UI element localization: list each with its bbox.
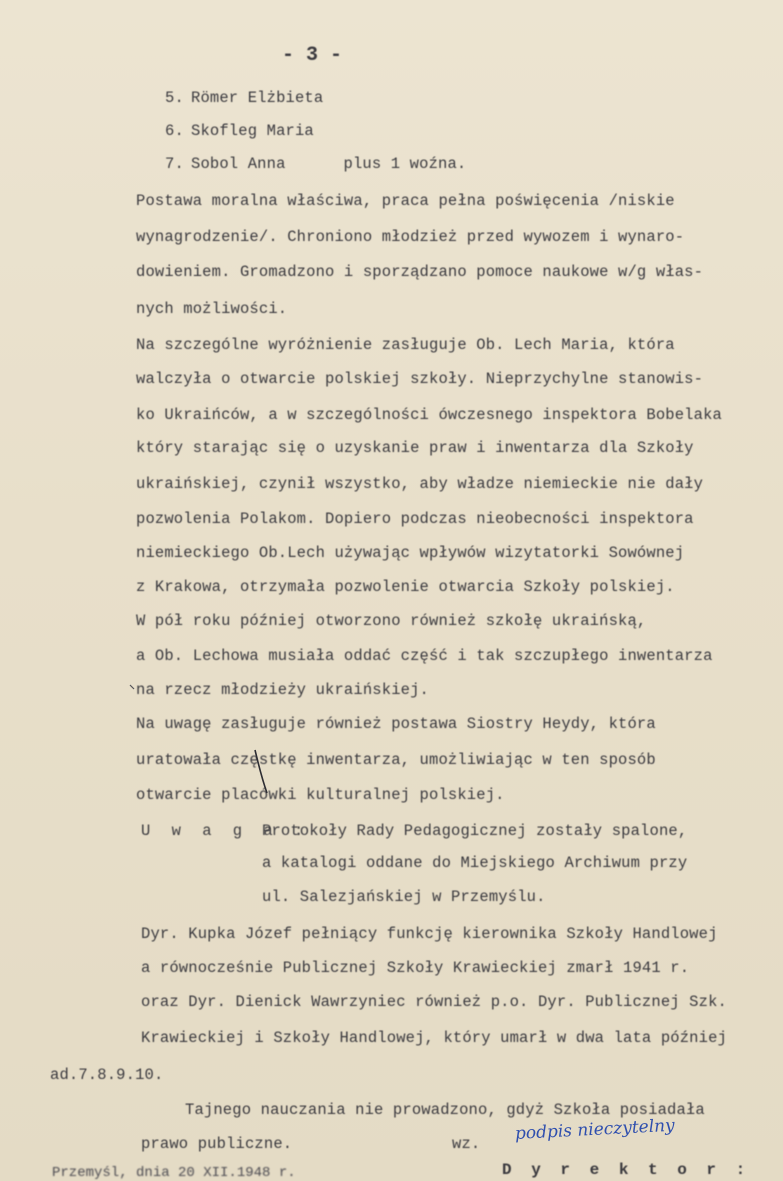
handwritten-signature: podpis nieczytelny: [514, 1115, 676, 1144]
body-line: oraz Dyr. Dienick Wawrzyniec również p.o. Dyr. Publicznej Szk.: [141, 993, 727, 1011]
staff-name: Sobol Anna: [191, 155, 286, 173]
staff-note: plus 1 woźna.: [343, 155, 467, 173]
body-line: niemieckiego Ob.Lech używając wpływów wizytatorki Sowównej: [136, 544, 685, 562]
stray-mark: [128, 683, 138, 693]
body-line: dowieniem. Gromadzono i sporządzano pomoce naukowe w/g włas-: [136, 263, 704, 281]
body-line: na rzecz młodzieży ukraińskiej.: [136, 681, 429, 699]
pen-stroke-mark: [252, 748, 272, 796]
body-line: otwarcie placówki kulturalnej polskiej.: [136, 786, 505, 804]
remark-line: Protokoły Rady Pedagogicznej zostały spalone,: [262, 822, 688, 840]
remark-line: ul. Salezjańskiej w Przemyślu.: [262, 888, 546, 906]
director-label: D y r e k t o r :: [502, 1161, 751, 1179]
body-line: Krawieckiej i Szkoły Handlowej, który umarł w dwa lata później: [141, 1029, 727, 1047]
on-behalf-abbrev: wz.: [452, 1135, 481, 1153]
body-line: nych możliwości.: [136, 300, 288, 318]
body-line: a równocześnie Publicznej Szkoły Krawieckiej zmarł 1941 r.: [141, 959, 690, 977]
body-line: wynagrodzenie/. Chroniono młodzież przed wywozem i wynaro-: [136, 228, 685, 246]
staff-name: Skofleg Maria: [191, 122, 314, 140]
page-number: - 3 -: [282, 44, 343, 67]
closing-line: prawo publiczne.: [141, 1135, 293, 1153]
remark-line: a katalogi oddane do Miejskiego Archiwum przy: [262, 854, 688, 872]
body-line: ukraińskiej, czynił wszystko, aby władze niemieckie nie dały: [136, 475, 704, 493]
body-line: uratowała częstkę inwentarza, umożliwiając w ten sposób: [136, 751, 656, 769]
body-line: Postawa moralna właściwa, praca pełna poświęcenia /niskie: [136, 192, 675, 210]
remark-label: U w a g a :: [141, 822, 310, 840]
body-line: który starając się o uzyskanie praw i inwentarza dla Szkoły: [136, 439, 694, 457]
body-line: Na szczególne wyróżnienie zasługuje Ob. Lech Maria, która: [136, 336, 675, 354]
body-line: W pół roku później otworzono również szkołę ukraińską,: [136, 612, 647, 630]
body-line: walczyła o otwarcie polskiej szkoły. Nieprzychylne stanowis-: [136, 370, 704, 388]
staff-list-item: 7. Sobol Anna plus 1 woźna.: [165, 155, 467, 173]
body-line: Na uwagę zasługuje również postawa Siostry Heydy, która: [136, 715, 656, 733]
body-line: Dyr. Kupka Józef pełniący funkcję kierownika Szkoły Handlowej: [141, 925, 718, 943]
body-line: a Ob. Lechowa musiała oddać część i tak szczupłego inwentarza: [136, 647, 713, 665]
body-line: ko Ukraińców, a w szczególności ówczesnego inspektora Bobelaka: [136, 406, 722, 424]
closing-line: Tajnego nauczania nie prowadzono, gdyż Szkoła posiadała: [185, 1101, 705, 1119]
body-line: z Krakowa, otrzymała pozwolenie otwarcia Szkoły polskiej.: [136, 578, 675, 596]
place-date-line: Przemyśl, dnia 20 XII.1948 r.: [52, 1165, 296, 1181]
staff-name: Römer Elżbieta: [191, 89, 324, 107]
body-line: pozwolenia Polakom. Dopiero podczas nieobecności inspektora: [136, 510, 694, 528]
staff-list-item: 6. Skofleg Maria: [165, 122, 314, 140]
staff-list-item: 5. Römer Elżbieta: [165, 89, 324, 107]
body-line: ad.7.8.9.10.: [50, 1066, 164, 1084]
